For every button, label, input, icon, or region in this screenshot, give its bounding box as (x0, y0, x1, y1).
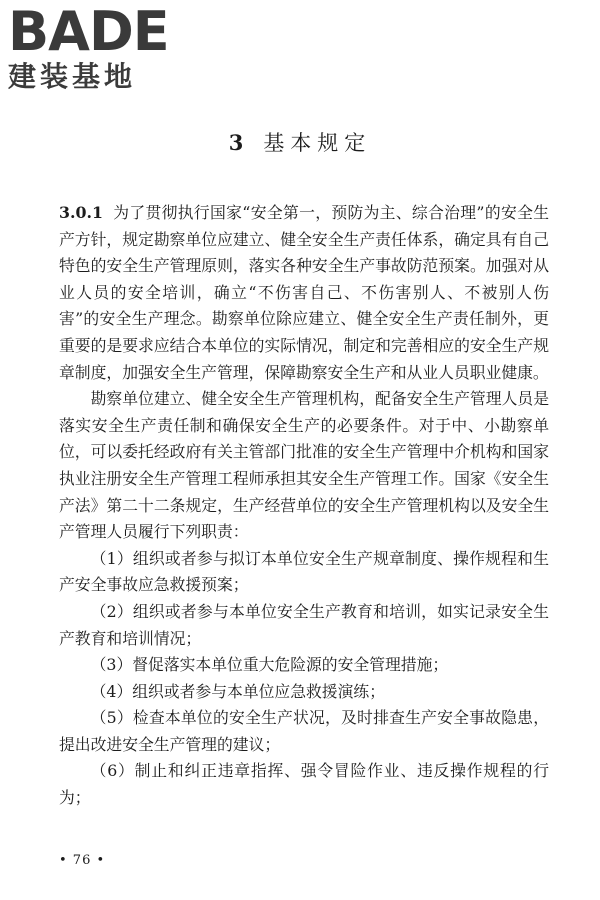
list-item: （2）组织或者参与本单位安全生产教育和培训，如实记录安全生产教育和培训情况； (59, 601, 549, 648)
list-item: （4）组织或者参与本单位应急救援演练； (90, 681, 385, 701)
paragraph: 勘察单位建立、健全安全生产管理机构，配备安全生产管理人员是落实安全生产责任制和确保安全生产的必要条件。对于中、小勘察单位，可以委托经政府有关主管部门批准的安全生产管理中介机构和国家执业注册安全生产管理工程师承担其安全生产管理工作。国家《安全生产法》第二十二条规定，生产经营单位的安全生产管理机构以及安全生产管理人员履行下列职责： (59, 389, 549, 542)
list-item: （5）检查本单位的安全生产状况，及时排查生产安全事故隐患，提出改进安全生产管理的建议； (59, 708, 549, 754)
body-text (59, 200, 549, 812)
list-item: （3）督促落实本单位重大危险源的安全管理措施； (90, 655, 449, 675)
logo-subtitle: 建装基地 (8, 60, 137, 93)
logo-brand-text: BADE (8, 0, 169, 63)
clause-number: 3.0.1 (59, 203, 103, 222)
chapter-number: 3 (228, 130, 250, 155)
chapter-title (0, 128, 600, 158)
clause-paragraph (59, 200, 549, 386)
bade-logo (8, 0, 183, 93)
chapter-title-text: 基本规定 (263, 131, 372, 155)
list-item: （6）制止和纠正违章指挥、强令冒险作业、违反操作规程的行为； (59, 761, 549, 808)
paragraph-text: 为了贯彻执行国家“安全第一，预防为主、综合治理”的安全生产方针，规定勘察单位应建立、健全安全生产责任体系，确定具有自己特色的安全生产管理原则，落实各种安全生产事故防范预案。加强对从业人员的安全培训，确立“不伤害自己、不伤害别人、不被别人伤害”的安全生产理念。勘察单位除应建立、健全安全生产责任制外，更重要的是要求应结合本单位的实际情况，制定和完善相应的安全生产规章制度，加强安全生产管理，保障勘察安全生产和从业人员职业健康。 (59, 203, 549, 382)
list-item: （1）组织或者参与拟订本单位安全生产规章制度、操作规程和生产安全事故应急救援预案； (59, 548, 549, 595)
page-number: • 76 • (59, 853, 106, 868)
